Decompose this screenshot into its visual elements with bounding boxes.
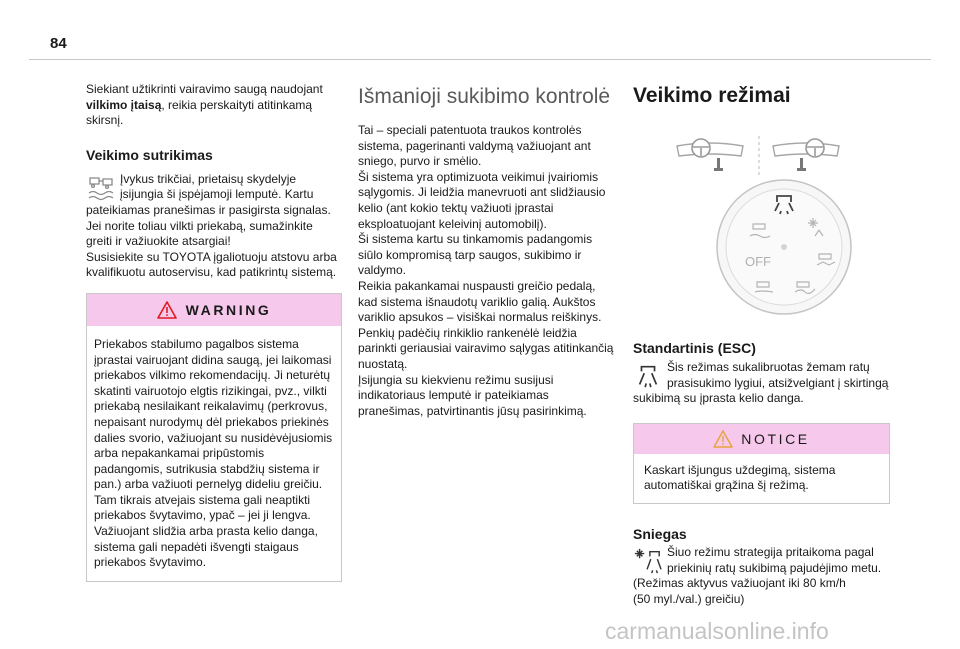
snow-mode-icon bbox=[633, 547, 663, 575]
header-divider bbox=[29, 59, 931, 60]
notice-triangle-icon bbox=[713, 430, 733, 448]
warning-text-3: Važiuojant slidžia arba prasta kelio danga, sistema gali nepadėti išvengti staigaus priekabos švytavimo. bbox=[94, 524, 318, 570]
grip-p2: Ši sistema yra optimizuota veikimui įvairiomis sąlygomis. Ji leidžia manevruoti ant slidžiausio kelio (ant kokio tektų važiuoti įprastai eksploatuojant keleivinį automobilį). bbox=[358, 169, 606, 231]
warning-body bbox=[87, 326, 341, 581]
warning-text-2: Tam tikrais atvejais sistema gali neaptikti priekabos švytavimo, ypač – jei ji lengva. bbox=[94, 492, 311, 523]
malfunction-text-3: Susisiekite su TOYOTA įgaliotuoju atstovu arba kvalifikuotu autoservisu, kad patikrintų sistemą. bbox=[86, 249, 337, 280]
snow-mode-heading: Sniegas bbox=[633, 525, 687, 542]
warning-triangle-icon bbox=[157, 301, 177, 319]
column-right bbox=[633, 82, 890, 607]
malfunction-paragraph bbox=[86, 172, 342, 281]
grip-p1: Tai – speciali patentuota traukos kontrolės sistema, pagerinanti valdymą važiuojant ant sniego, purvo ir smėlio. bbox=[358, 123, 591, 169]
column-left bbox=[86, 82, 342, 582]
intro-text-bold: vilkimo įtaisą bbox=[86, 97, 162, 112]
snow-mode-text: Šiuo režimu strategija pritaikoma pagal priekinių ratų sukibimą pajudėjimo metu. bbox=[667, 544, 882, 575]
grip-p3: Ši sistema kartu su tinkamomis padangomis siūlo kompromisą tarp saugos, sukibimo ir valdymo. bbox=[358, 232, 593, 278]
esc-mode-icon bbox=[633, 362, 663, 390]
dial-off-label: OFF bbox=[745, 254, 771, 269]
intro-text-post: , reikia perskaityti atitinkamą skirsnį. bbox=[86, 97, 313, 128]
watermark: carmanualsonline.info bbox=[605, 618, 829, 644]
warning-header bbox=[87, 294, 341, 326]
warning-callout bbox=[86, 293, 342, 582]
malfunction-text: Įvykus trikčiai, prietaisų skydelyje įsijungia ši įspėjamoji lemputė. Kartu pateikiamas pranešimas ir pasigirsta signalas. bbox=[86, 171, 331, 217]
intro-paragraph bbox=[86, 82, 342, 129]
standard-mode-text: Šis režimas sukalibruotas žemam ratų prasisukimo lygiui, atsižvelgiant į skirtingą sukibimą su įprasta kelio danga. bbox=[633, 360, 889, 406]
standard-mode-heading: Standartinis (ESC) bbox=[633, 340, 756, 356]
notice-label: NOTICE bbox=[741, 430, 810, 447]
grip-control-body bbox=[358, 123, 616, 419]
snow-mode-paragraph bbox=[633, 545, 890, 607]
notice-body: Kaskart išjungus uždegimą, sistema automatiškai grąžina šį režimą. bbox=[644, 462, 836, 493]
dashboard-illustration bbox=[633, 108, 890, 308]
malfunction-heading: Veikimo sutrikimas bbox=[86, 146, 213, 163]
page-number: 84 bbox=[50, 35, 67, 52]
column-middle bbox=[358, 82, 616, 419]
warning-label: WARNING bbox=[185, 301, 272, 318]
trailer-sway-warning-icon bbox=[86, 174, 116, 202]
standard-mode-paragraph bbox=[633, 360, 890, 407]
grip-p5: Penkių padėčių rinkiklio rankenėlė leidžia parinkti geriausiai vairavimo sąlygas atitinkančią nuostatą. bbox=[358, 325, 614, 371]
grip-control-title: Išmanioji sukibimo kontrolė bbox=[358, 85, 611, 108]
warning-text: Priekabos stabilumo pagalbos sistema įprastai vairuojant didina saugą, jei laikomasi priekabos vilkimo rekomendacijų. Ji neturėtų skatinti vairuotojo elgtis rizikingai, pvz., vilkti priekabą nesilaikant reikalavimų (perkrovus, nepaisant nurodymų dėl priekabos priekinės dalies svorio, važiuojant su nusidėvėjusiomis arba nepakankamai pripūstomis padangomis, sutrikusia stabdžių sistema ir pan.) arba važiuoti pernelyg dideliu greičiu. bbox=[94, 336, 333, 492]
dashboard-steering-icon bbox=[675, 136, 841, 178]
notice-callout bbox=[633, 423, 890, 504]
notice-header bbox=[634, 424, 889, 454]
snow-mode-text-3: (50 myl./val.) greičiu) bbox=[633, 591, 745, 606]
grip-p6: Įsijungia su kiekvienu režimu susijusi indikatoriaus lemputė ir pateikiamas pranešimas, patvirtinantis jūsų pasirinkimą. bbox=[358, 372, 587, 418]
intro-text-pre: Siekiant užtikrinti vairavimo saugą naudojant bbox=[86, 82, 323, 96]
operating-modes-title: Veikimo režimai bbox=[633, 84, 791, 107]
mode-selector-dial-icon bbox=[715, 178, 853, 316]
snow-mode-text-2: (Režimas aktyvus važiuojant iki 80 km/h bbox=[633, 576, 846, 591]
grip-p4: Reikia pakankamai nuspausti greičio pedalą, kad sistema išnaudotų variklio galią. Aukštos variklio apsukos – visiškai normalus reiškinys. bbox=[358, 278, 602, 325]
malfunction-text-2: Jei norite toliau vilkti priekabą, sumažinkite greiti ir važiuokite atsargiai! bbox=[86, 218, 313, 249]
